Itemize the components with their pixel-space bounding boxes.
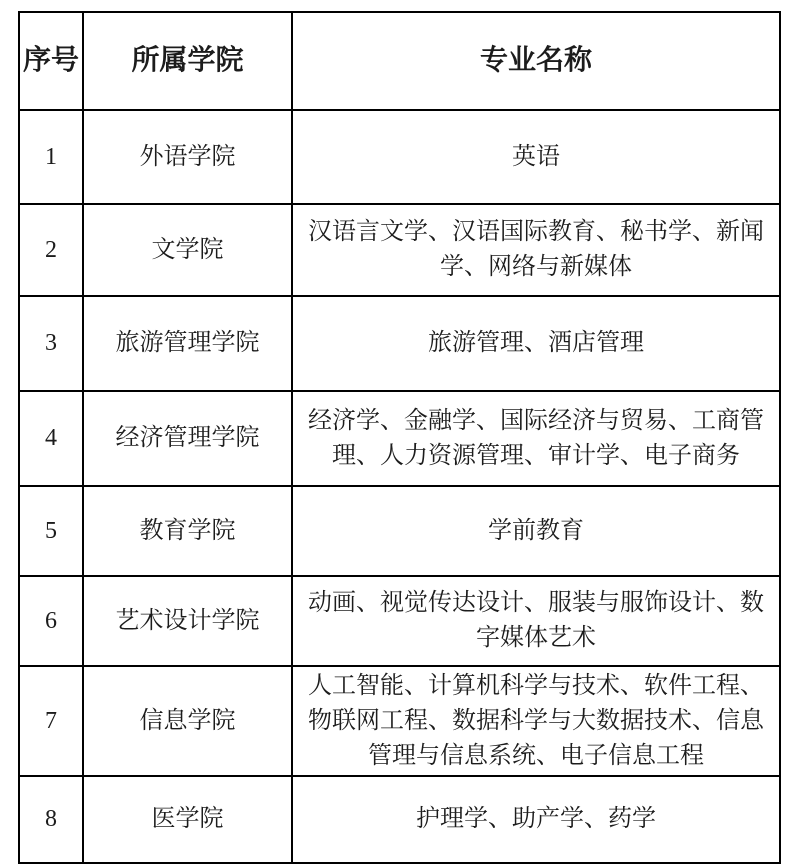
college-cell: 艺术设计学院 bbox=[83, 576, 292, 666]
row-index-cell: 4 bbox=[19, 391, 83, 486]
col-header-college: 所属学院 bbox=[83, 12, 292, 110]
majors-cell: 旅游管理、酒店管理 bbox=[292, 296, 780, 391]
majors-cell: 英语 bbox=[292, 110, 780, 204]
majors-cell: 汉语言文学、汉语国际教育、秘书学、新闻学、网络与新媒体 bbox=[292, 204, 780, 296]
college-cell: 文学院 bbox=[83, 204, 292, 296]
row-index-cell: 1 bbox=[19, 110, 83, 204]
majors-cell: 学前教育 bbox=[292, 486, 780, 576]
row-index-cell: 5 bbox=[19, 486, 83, 576]
table-row bbox=[19, 296, 780, 391]
table-row bbox=[19, 576, 780, 666]
college-cell: 教育学院 bbox=[83, 486, 292, 576]
table-body bbox=[19, 110, 780, 863]
college-cell: 旅游管理学院 bbox=[83, 296, 292, 391]
table-row bbox=[19, 666, 780, 776]
college-majors-table bbox=[18, 11, 781, 864]
table-row bbox=[19, 486, 780, 576]
table-header-row bbox=[19, 12, 780, 110]
majors-cell: 经济学、金融学、国际经济与贸易、工商管理、人力资源管理、审计学、电子商务 bbox=[292, 391, 780, 486]
table-row bbox=[19, 776, 780, 863]
college-cell: 医学院 bbox=[83, 776, 292, 863]
table-row bbox=[19, 110, 780, 204]
majors-cell: 护理学、助产学、药学 bbox=[292, 776, 780, 863]
table-row bbox=[19, 391, 780, 486]
row-index-cell: 2 bbox=[19, 204, 83, 296]
college-cell: 信息学院 bbox=[83, 666, 292, 776]
row-index-cell: 3 bbox=[19, 296, 83, 391]
majors-cell: 人工智能、计算机科学与技术、软件工程、物联网工程、数据科学与大数据技术、信息管理与信息系统、电子信息工程 bbox=[292, 666, 780, 776]
row-index-cell: 8 bbox=[19, 776, 83, 863]
majors-table-container bbox=[18, 11, 781, 864]
row-index-cell: 6 bbox=[19, 576, 83, 666]
col-header-index: 序号 bbox=[19, 12, 83, 110]
college-cell: 外语学院 bbox=[83, 110, 292, 204]
row-index-cell: 7 bbox=[19, 666, 83, 776]
majors-cell: 动画、视觉传达设计、服装与服饰设计、数字媒体艺术 bbox=[292, 576, 780, 666]
col-header-majors: 专业名称 bbox=[292, 12, 780, 110]
table-row bbox=[19, 204, 780, 296]
college-cell: 经济管理学院 bbox=[83, 391, 292, 486]
